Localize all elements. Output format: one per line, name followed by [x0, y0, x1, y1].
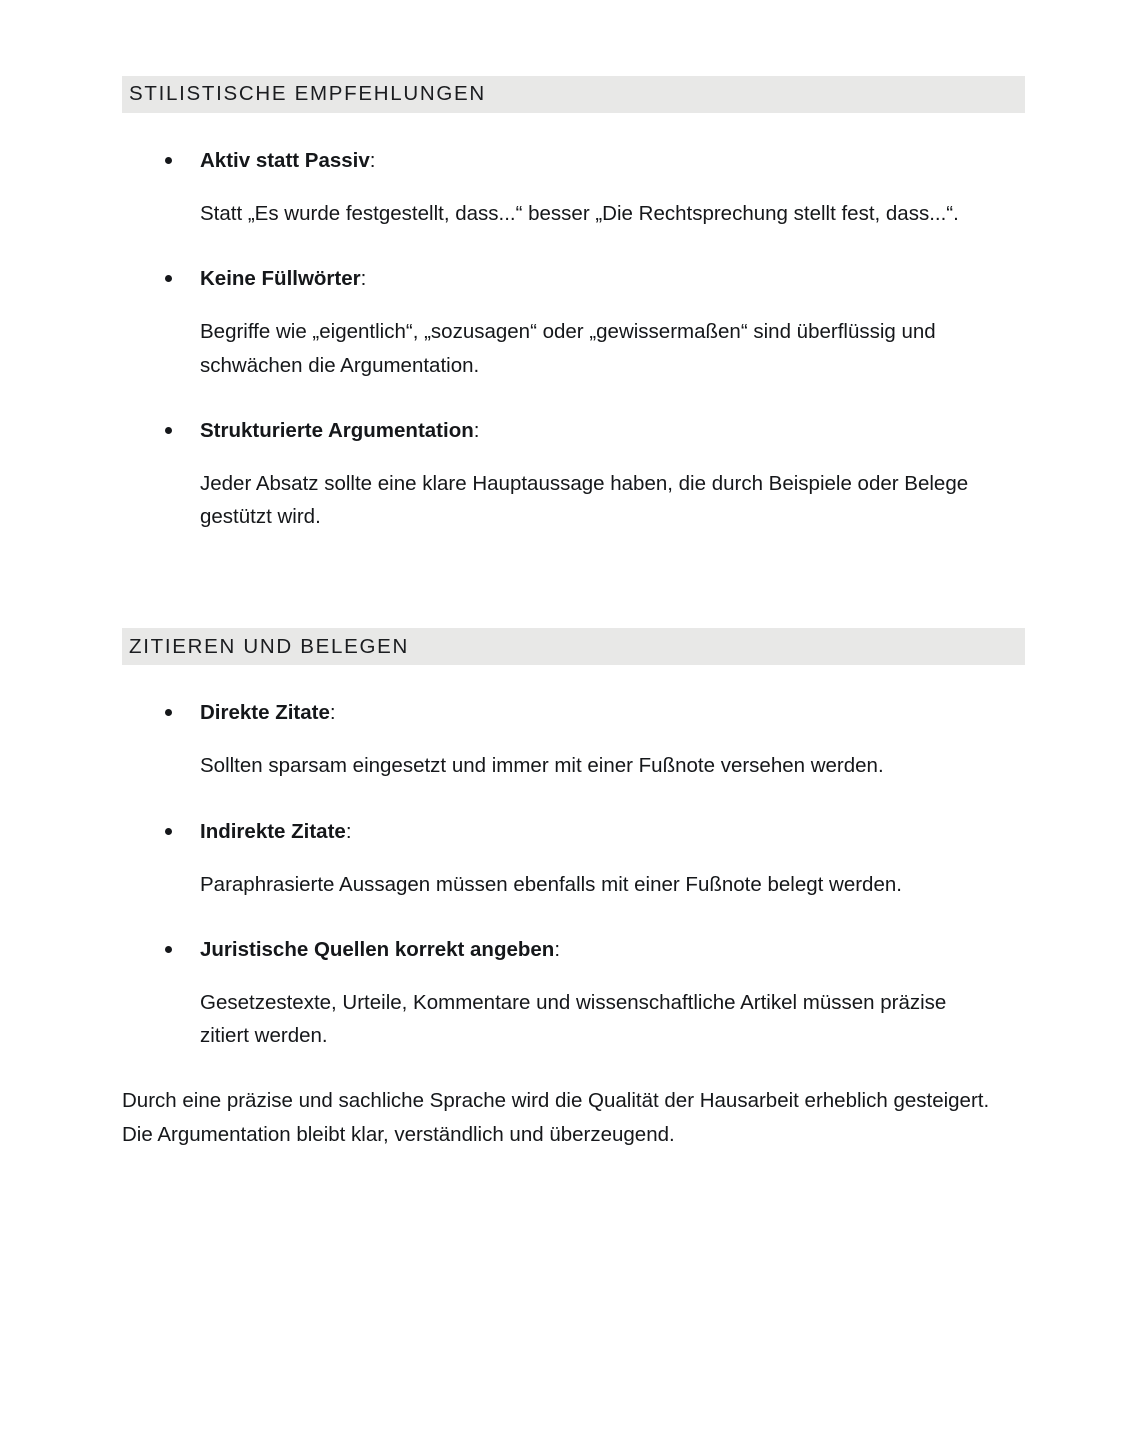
list-item-term	[200, 935, 1025, 964]
bullet-point-icon	[165, 946, 172, 953]
list-item-description: Paraphrasierte Aussagen müssen ebenfalls mit einer Fußnote belegt werden.	[200, 872, 902, 896]
bullet-point-icon	[165, 709, 172, 716]
list-item-description: Statt „Es wurde festgestellt, dass...“ besser „Die Rechtsprechung stellt fest, dass...“.	[200, 202, 959, 226]
list-item	[122, 146, 1025, 230]
list-item-term-text: Direkte Zitate	[200, 701, 330, 725]
list-item	[122, 698, 1025, 782]
section-heading-title: ZITIEREN UND BELEGEN	[129, 634, 410, 658]
list-item-term-text: Strukturierte Argumentation	[200, 418, 474, 442]
list-item-description: Gesetzestexte, Urteile, Kommentare und wissenschaftliche Artikel müssen präzise zitiert werden.	[200, 991, 947, 1048]
list-item-term-text: Indirekte Zitate	[200, 819, 346, 843]
list-item-term-text: Keine Füllwörter	[200, 267, 361, 291]
list-item-term-colon: :	[360, 267, 367, 291]
document-content	[122, 76, 1025, 1151]
list-item	[122, 416, 1025, 534]
list-item	[122, 935, 1025, 1053]
bullet-point-icon	[165, 427, 172, 434]
list-item-term	[200, 416, 1025, 445]
list-item-term-colon: :	[369, 149, 376, 172]
list-item-term-colon: :	[329, 701, 336, 725]
section-zitieren-und-belegen	[122, 628, 1025, 1151]
list-item-term	[200, 698, 1025, 727]
section-heading-title: STILISTISCHE EMPFEHLUNGEN	[129, 82, 486, 106]
bullet-point-icon	[165, 828, 172, 835]
list-item-term-colon: :	[345, 819, 352, 843]
section-heading-band	[122, 76, 1025, 113]
bullet-point-icon	[165, 275, 172, 282]
list-item-term	[200, 146, 1025, 175]
list-item-description: Sollten sparsam eingesetzt und immer mit einer Fußnote versehen werden.	[200, 754, 884, 778]
bullet-list	[122, 146, 1025, 533]
list-item-term-text: Aktiv statt Passiv	[200, 149, 370, 172]
list-item-term-colon: :	[473, 418, 480, 442]
list-item	[122, 817, 1025, 901]
list-item	[122, 264, 1025, 382]
list-item-description: Jeder Absatz sollte eine klare Hauptaussage haben, die durch Beispiele oder Belege gestützt wird.	[200, 471, 969, 529]
list-item-term	[200, 817, 1025, 846]
section-spacer	[122, 533, 1025, 628]
section-heading-band	[122, 628, 1025, 665]
list-item-term-text: Juristische Quellen korrekt angeben	[200, 937, 555, 961]
list-item-description: Begriffe wie „eigentlich“, „sozusagen“ oder „gewissermaßen“ sind überflüssig und schwächen die Argumentation.	[200, 320, 936, 377]
bullet-point-icon	[165, 157, 172, 164]
list-item-term-colon: :	[554, 937, 561, 961]
section-stilistische-empfehlungen	[122, 76, 1025, 533]
list-item-term	[200, 264, 1025, 293]
closing-paragraph: Durch eine präzise und sachliche Sprache wird die Qualität der Hausarbeit erheblich gesteigert. Die Argumentation bleibt klar, verständlich und überzeugend.	[122, 1089, 990, 1146]
bullet-list	[122, 698, 1025, 1052]
